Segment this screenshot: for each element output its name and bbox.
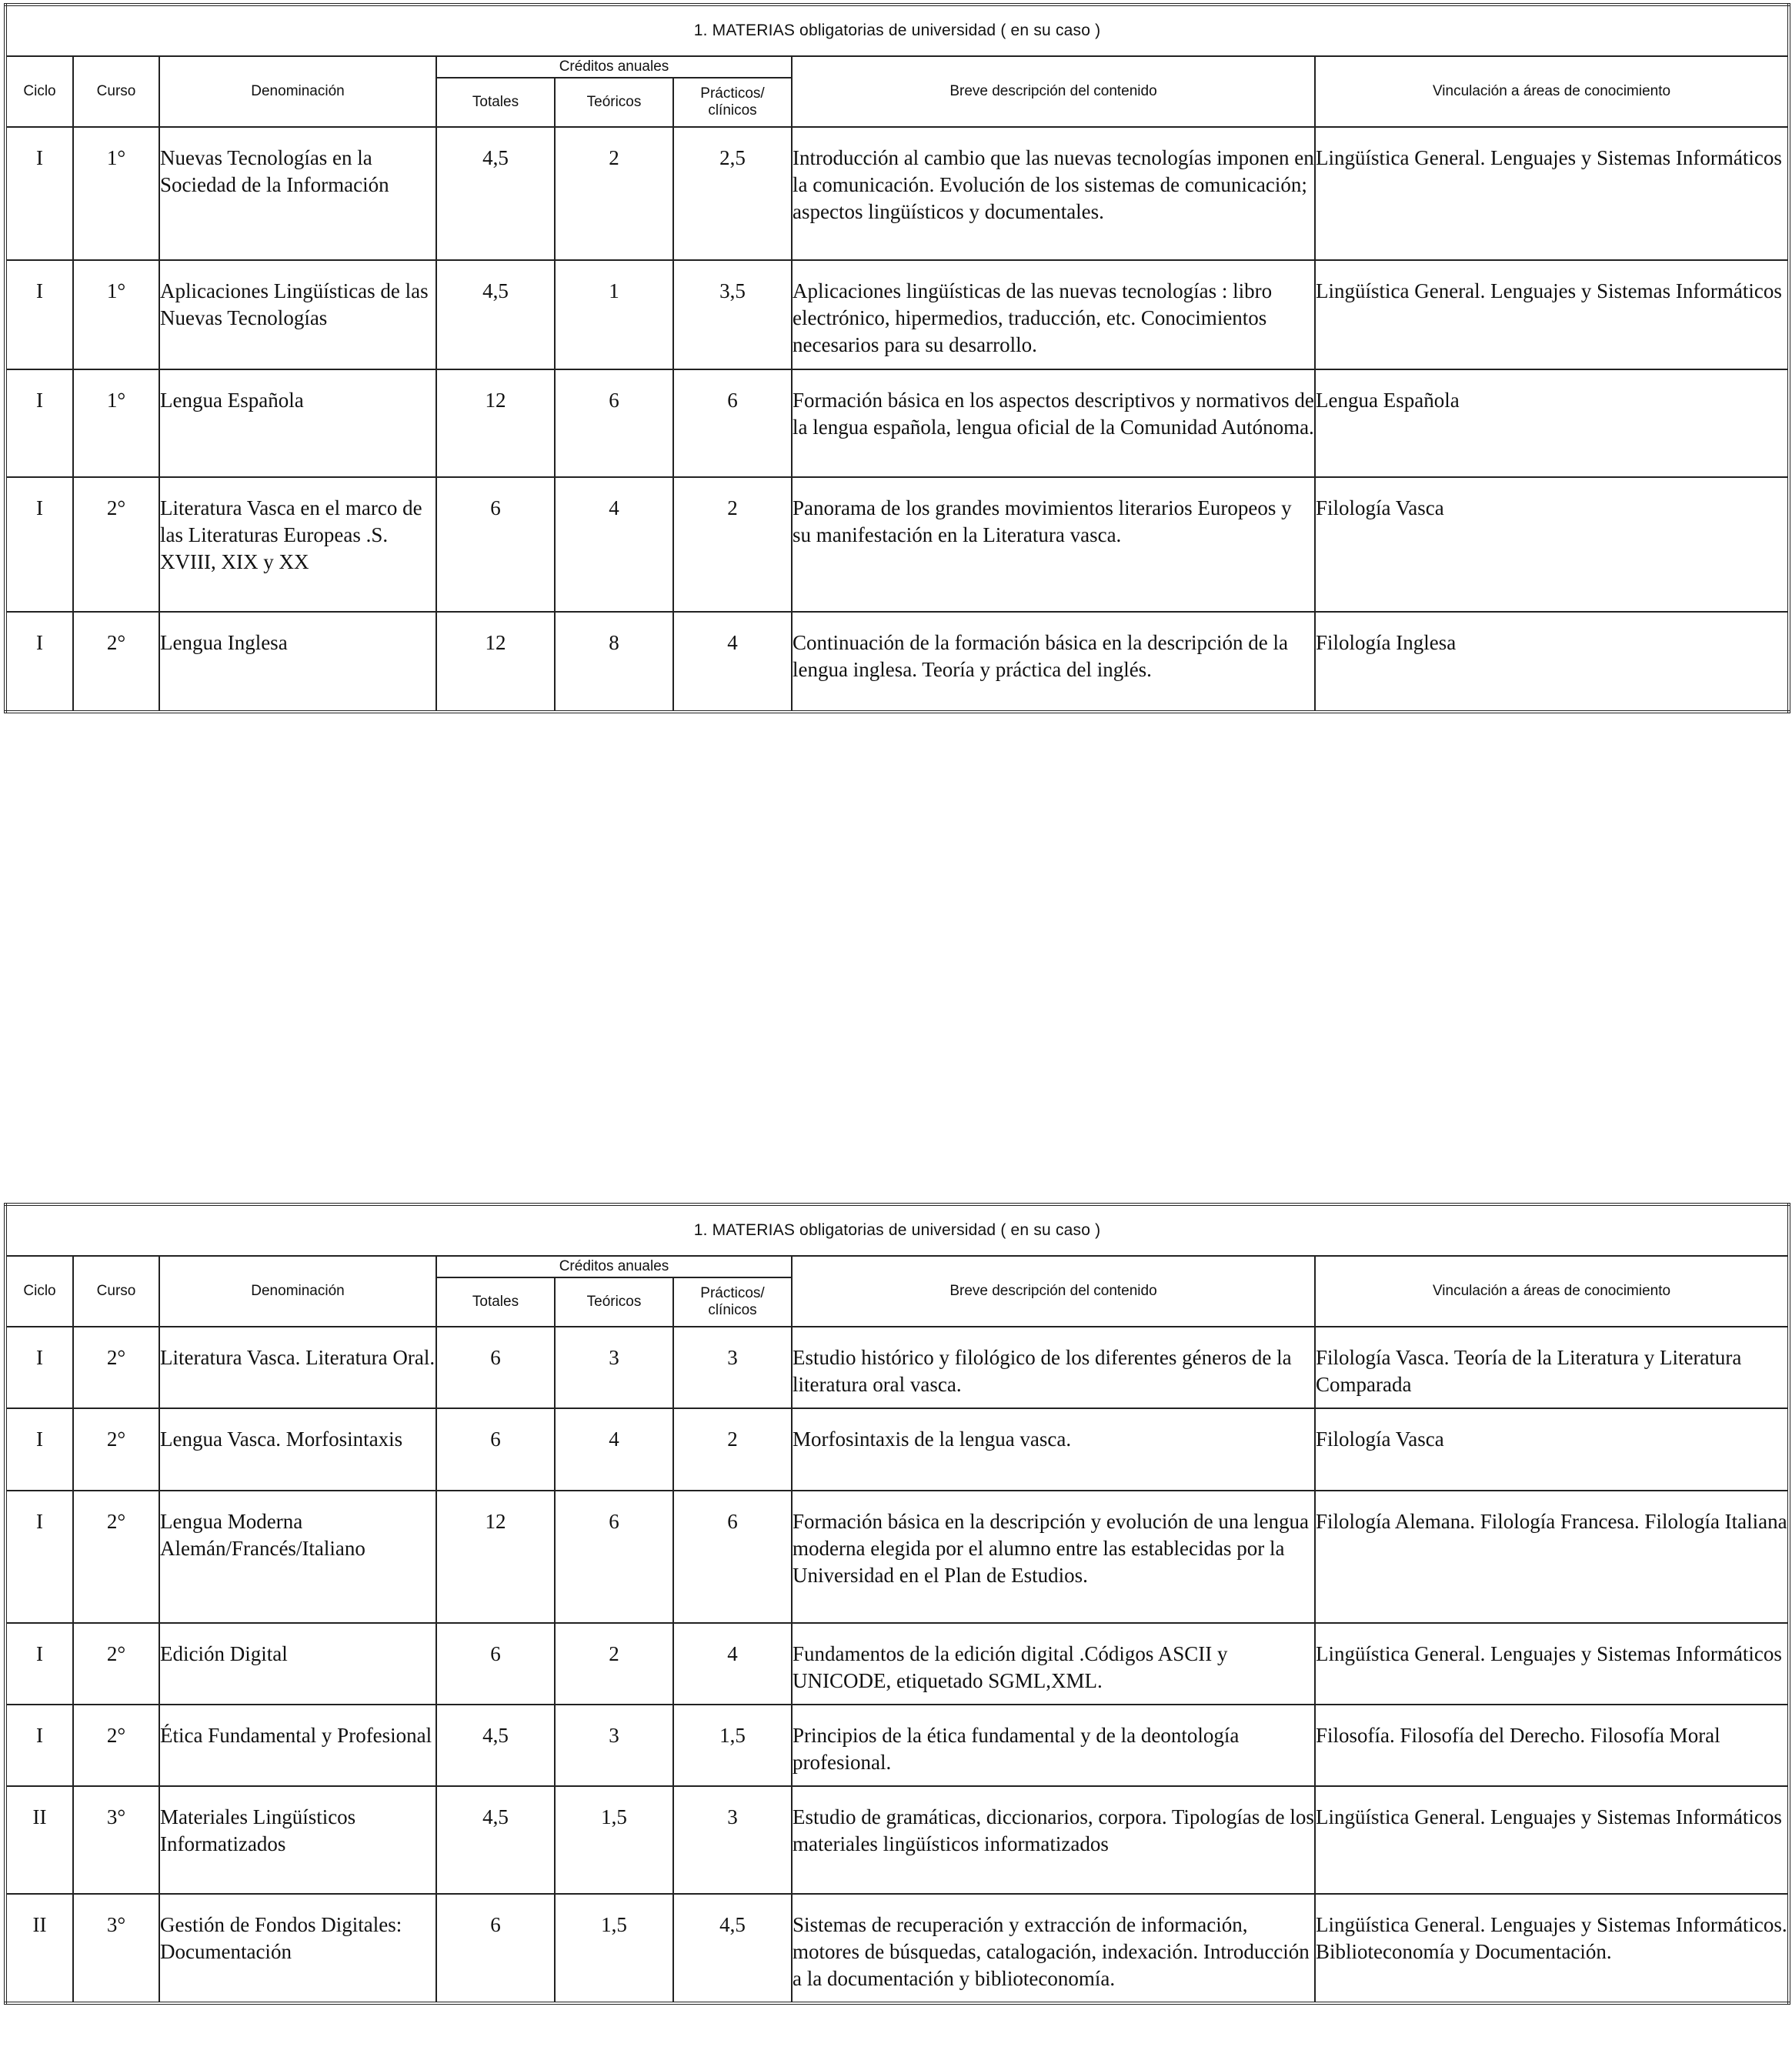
cell-practicos: 1,5 xyxy=(673,1705,792,1786)
cell-curso: 3° xyxy=(73,1894,159,2003)
table-row xyxy=(5,1894,1789,2003)
cell-practicos: 4 xyxy=(673,612,792,712)
cell-descripcion: Estudio de gramáticas, diccionarios, corpora. Tipologías de los materiales lingüísticos informatizados xyxy=(792,1786,1315,1894)
header-creditos-anuales: Créditos anuales xyxy=(436,1256,792,1277)
cell-teoricos: 3 xyxy=(555,1327,673,1408)
cell-ciclo: I xyxy=(5,1491,73,1623)
cell-practicos: 3 xyxy=(673,1327,792,1408)
cell-ciclo: I xyxy=(5,1327,73,1408)
table-row xyxy=(5,1705,1789,1786)
cell-denominacion: Nuevas Tecnologías en la Sociedad de la Información xyxy=(159,127,436,260)
header-denominacion: Denominación xyxy=(159,56,436,127)
cell-teoricos: 1,5 xyxy=(555,1786,673,1894)
cell-practicos: 3,5 xyxy=(673,260,792,369)
cell-ciclo: I xyxy=(5,1705,73,1786)
cell-denominacion: Ética Fundamental y Profesional xyxy=(159,1705,436,1786)
header-curso: Curso xyxy=(73,56,159,127)
cell-curso: 2° xyxy=(73,1623,159,1705)
cell-vinculacion: Filología Vasca xyxy=(1315,1408,1789,1491)
cell-denominacion: Literatura Vasca en el marco de las Literaturas Europeas .S. XVIII, XIX y XX xyxy=(159,477,436,612)
cell-descripcion: Panorama de los grandes movimientos literarios Europeos y su manifestación en la Literatura vasca. xyxy=(792,477,1315,612)
cell-vinculacion: Lengua Española xyxy=(1315,369,1789,477)
cell-practicos: 6 xyxy=(673,369,792,477)
table-row xyxy=(5,1491,1789,1623)
cell-denominacion: Lengua Vasca. Morfosintaxis xyxy=(159,1408,436,1491)
header-descripcion: Breve descripción del contenido xyxy=(792,56,1315,127)
cell-curso: 3° xyxy=(73,1786,159,1894)
header-teoricos: Teóricos xyxy=(555,1277,673,1327)
cell-practicos: 2,5 xyxy=(673,127,792,260)
cell-denominacion: Aplicaciones Lingüísticas de las Nuevas Tecnologías xyxy=(159,260,436,369)
cell-vinculacion: Lingüística General. Lenguajes y Sistemas Informáticos xyxy=(1315,260,1789,369)
cell-descripcion: Estudio histórico y filológico de los diferentes géneros de la literatura oral vasca. xyxy=(792,1327,1315,1408)
cell-curso: 2° xyxy=(73,612,159,712)
table-row xyxy=(5,260,1789,369)
cell-ciclo: I xyxy=(5,369,73,477)
cell-descripcion: Sistemas de recuperación y extracción de información, motores de búsquedas, catalogación, indexación. Introducción a la documentación y biblioteconomía. xyxy=(792,1894,1315,2003)
cell-descripcion: Aplicaciones lingüísticas de las nuevas tecnologías : libro electrónico, hipermedios, traducción, etc. Conocimientos necesarios para su desarrollo. xyxy=(792,260,1315,369)
cell-teoricos: 3 xyxy=(555,1705,673,1786)
cell-curso: 2° xyxy=(73,1408,159,1491)
cell-denominacion: Edición Digital xyxy=(159,1623,436,1705)
header-teoricos: Teóricos xyxy=(555,78,673,127)
cell-curso: 2° xyxy=(73,1327,159,1408)
cell-denominacion: Materiales Lingüísticos Informatizados xyxy=(159,1786,436,1894)
cell-curso: 1° xyxy=(73,260,159,369)
cell-vinculacion: Filología Vasca xyxy=(1315,477,1789,612)
cell-denominacion: Lengua Inglesa xyxy=(159,612,436,712)
header-denominacion: Denominación xyxy=(159,1256,436,1327)
table-row xyxy=(5,1327,1789,1408)
table-row xyxy=(5,1623,1789,1705)
cell-totales: 4,5 xyxy=(436,127,555,260)
cell-totales: 6 xyxy=(436,1623,555,1705)
cell-ciclo: I xyxy=(5,260,73,369)
cell-teoricos: 4 xyxy=(555,477,673,612)
cell-practicos: 2 xyxy=(673,1408,792,1491)
cell-teoricos: 6 xyxy=(555,1491,673,1623)
cell-descripcion: Continuación de la formación básica en la descripción de la lengua inglesa. Teoría y práctica del inglés. xyxy=(792,612,1315,712)
cell-practicos: 2 xyxy=(673,477,792,612)
cell-practicos: 6 xyxy=(673,1491,792,1623)
cell-teoricos: 8 xyxy=(555,612,673,712)
cell-totales: 4,5 xyxy=(436,1786,555,1894)
header-creditos-anuales: Créditos anuales xyxy=(436,56,792,78)
header-vinculacion: Vinculación a áreas de conocimiento xyxy=(1315,56,1789,127)
cell-vinculacion: Filología Inglesa xyxy=(1315,612,1789,712)
cell-vinculacion: Lingüística General. Lenguajes y Sistemas Informáticos xyxy=(1315,1786,1789,1894)
cell-ciclo: I xyxy=(5,1623,73,1705)
cell-denominacion: Lengua Española xyxy=(159,369,436,477)
cell-denominacion: Lengua Moderna Alemán/Francés/Italiano xyxy=(159,1491,436,1623)
header-descripcion: Breve descripción del contenido xyxy=(792,1256,1315,1327)
cell-ciclo: I xyxy=(5,612,73,712)
cell-curso: 2° xyxy=(73,477,159,612)
header-practicos: Prácticos/ clínicos xyxy=(673,1277,792,1327)
header-curso: Curso xyxy=(73,1256,159,1327)
cell-totales: 6 xyxy=(436,1408,555,1491)
table-row xyxy=(5,1408,1789,1491)
cell-teoricos: 1,5 xyxy=(555,1894,673,2003)
cell-ciclo: I xyxy=(5,127,73,260)
cell-denominacion: Literatura Vasca. Literatura Oral. xyxy=(159,1327,436,1408)
cell-vinculacion: Filología Alemana. Filología Francesa. Filología Italiana xyxy=(1315,1491,1789,1623)
header-ciclo: Ciclo xyxy=(5,56,73,127)
cell-descripcion: Formación básica en la descripción y evolución de una lengua moderna elegida por el alumno entre las establecidas por la Universidad en el Plan de Estudios. xyxy=(792,1491,1315,1623)
table-title: 1. MATERIAS obligatorias de universidad ( en su caso ) xyxy=(5,5,1789,56)
cell-totales: 12 xyxy=(436,612,555,712)
cell-vinculacion: Filosofía. Filosofía del Derecho. Filosofía Moral xyxy=(1315,1705,1789,1786)
cell-teoricos: 6 xyxy=(555,369,673,477)
table-row xyxy=(5,612,1789,712)
cell-descripcion: Morfosintaxis de la lengua vasca. xyxy=(792,1408,1315,1491)
cell-totales: 6 xyxy=(436,1894,555,2003)
cell-totales: 12 xyxy=(436,1491,555,1623)
cell-ciclo: II xyxy=(5,1894,73,2003)
cell-vinculacion: Lingüística General. Lenguajes y Sistemas Informáticos. Biblioteconomía y Documentación. xyxy=(1315,1894,1789,2003)
header-totales: Totales xyxy=(436,78,555,127)
cell-teoricos: 2 xyxy=(555,1623,673,1705)
cell-descripcion: Fundamentos de la edición digital .Códigos ASCII y UNICODE, etiquetado SGML,XML. xyxy=(792,1623,1315,1705)
cell-vinculacion: Lingüística General. Lenguajes y Sistemas Informáticos xyxy=(1315,1623,1789,1705)
cell-ciclo: I xyxy=(5,1408,73,1491)
cell-curso: 2° xyxy=(73,1491,159,1623)
cell-teoricos: 4 xyxy=(555,1408,673,1491)
cell-teoricos: 2 xyxy=(555,127,673,260)
cell-practicos: 3 xyxy=(673,1786,792,1894)
cell-totales: 12 xyxy=(436,369,555,477)
cell-descripcion: Introducción al cambio que las nuevas tecnologías imponen en la comunicación. Evolución de los sistemas de comunicación; aspectos lingüísticos y documentales. xyxy=(792,127,1315,260)
cell-curso: 1° xyxy=(73,127,159,260)
cell-denominacion: Gestión de Fondos Digitales: Documentación xyxy=(159,1894,436,2003)
cell-ciclo: II xyxy=(5,1786,73,1894)
table-row xyxy=(5,477,1789,612)
materias-table-1 xyxy=(4,3,1790,713)
cell-vinculacion: Filología Vasca. Teoría de la Literatura y Literatura Comparada xyxy=(1315,1327,1789,1408)
cell-ciclo: I xyxy=(5,477,73,612)
cell-practicos: 4 xyxy=(673,1623,792,1705)
cell-totales: 6 xyxy=(436,1327,555,1408)
cell-teoricos: 1 xyxy=(555,260,673,369)
cell-descripcion: Formación básica en los aspectos descriptivos y normativos de la lengua española, lengua oficial de la Comunidad Autónoma. xyxy=(792,369,1315,477)
cell-curso: 1° xyxy=(73,369,159,477)
table-row xyxy=(5,369,1789,477)
table-title: 1. MATERIAS obligatorias de universidad ( en su caso ) xyxy=(5,1204,1789,1256)
header-totales: Totales xyxy=(436,1277,555,1327)
cell-descripcion: Principios de la ética fundamental y de la deontología profesional. xyxy=(792,1705,1315,1786)
header-ciclo: Ciclo xyxy=(5,1256,73,1327)
table-row xyxy=(5,1786,1789,1894)
materias-table-2 xyxy=(4,1203,1790,2005)
cell-practicos: 4,5 xyxy=(673,1894,792,2003)
cell-totales: 4,5 xyxy=(436,1705,555,1786)
cell-curso: 2° xyxy=(73,1705,159,1786)
cell-totales: 6 xyxy=(436,477,555,612)
table-row xyxy=(5,127,1789,260)
header-vinculacion: Vinculación a áreas de conocimiento xyxy=(1315,1256,1789,1327)
cell-vinculacion: Lingüística General. Lenguajes y Sistemas Informáticos xyxy=(1315,127,1789,260)
header-practicos: Prácticos/ clínicos xyxy=(673,78,792,127)
cell-totales: 4,5 xyxy=(436,260,555,369)
